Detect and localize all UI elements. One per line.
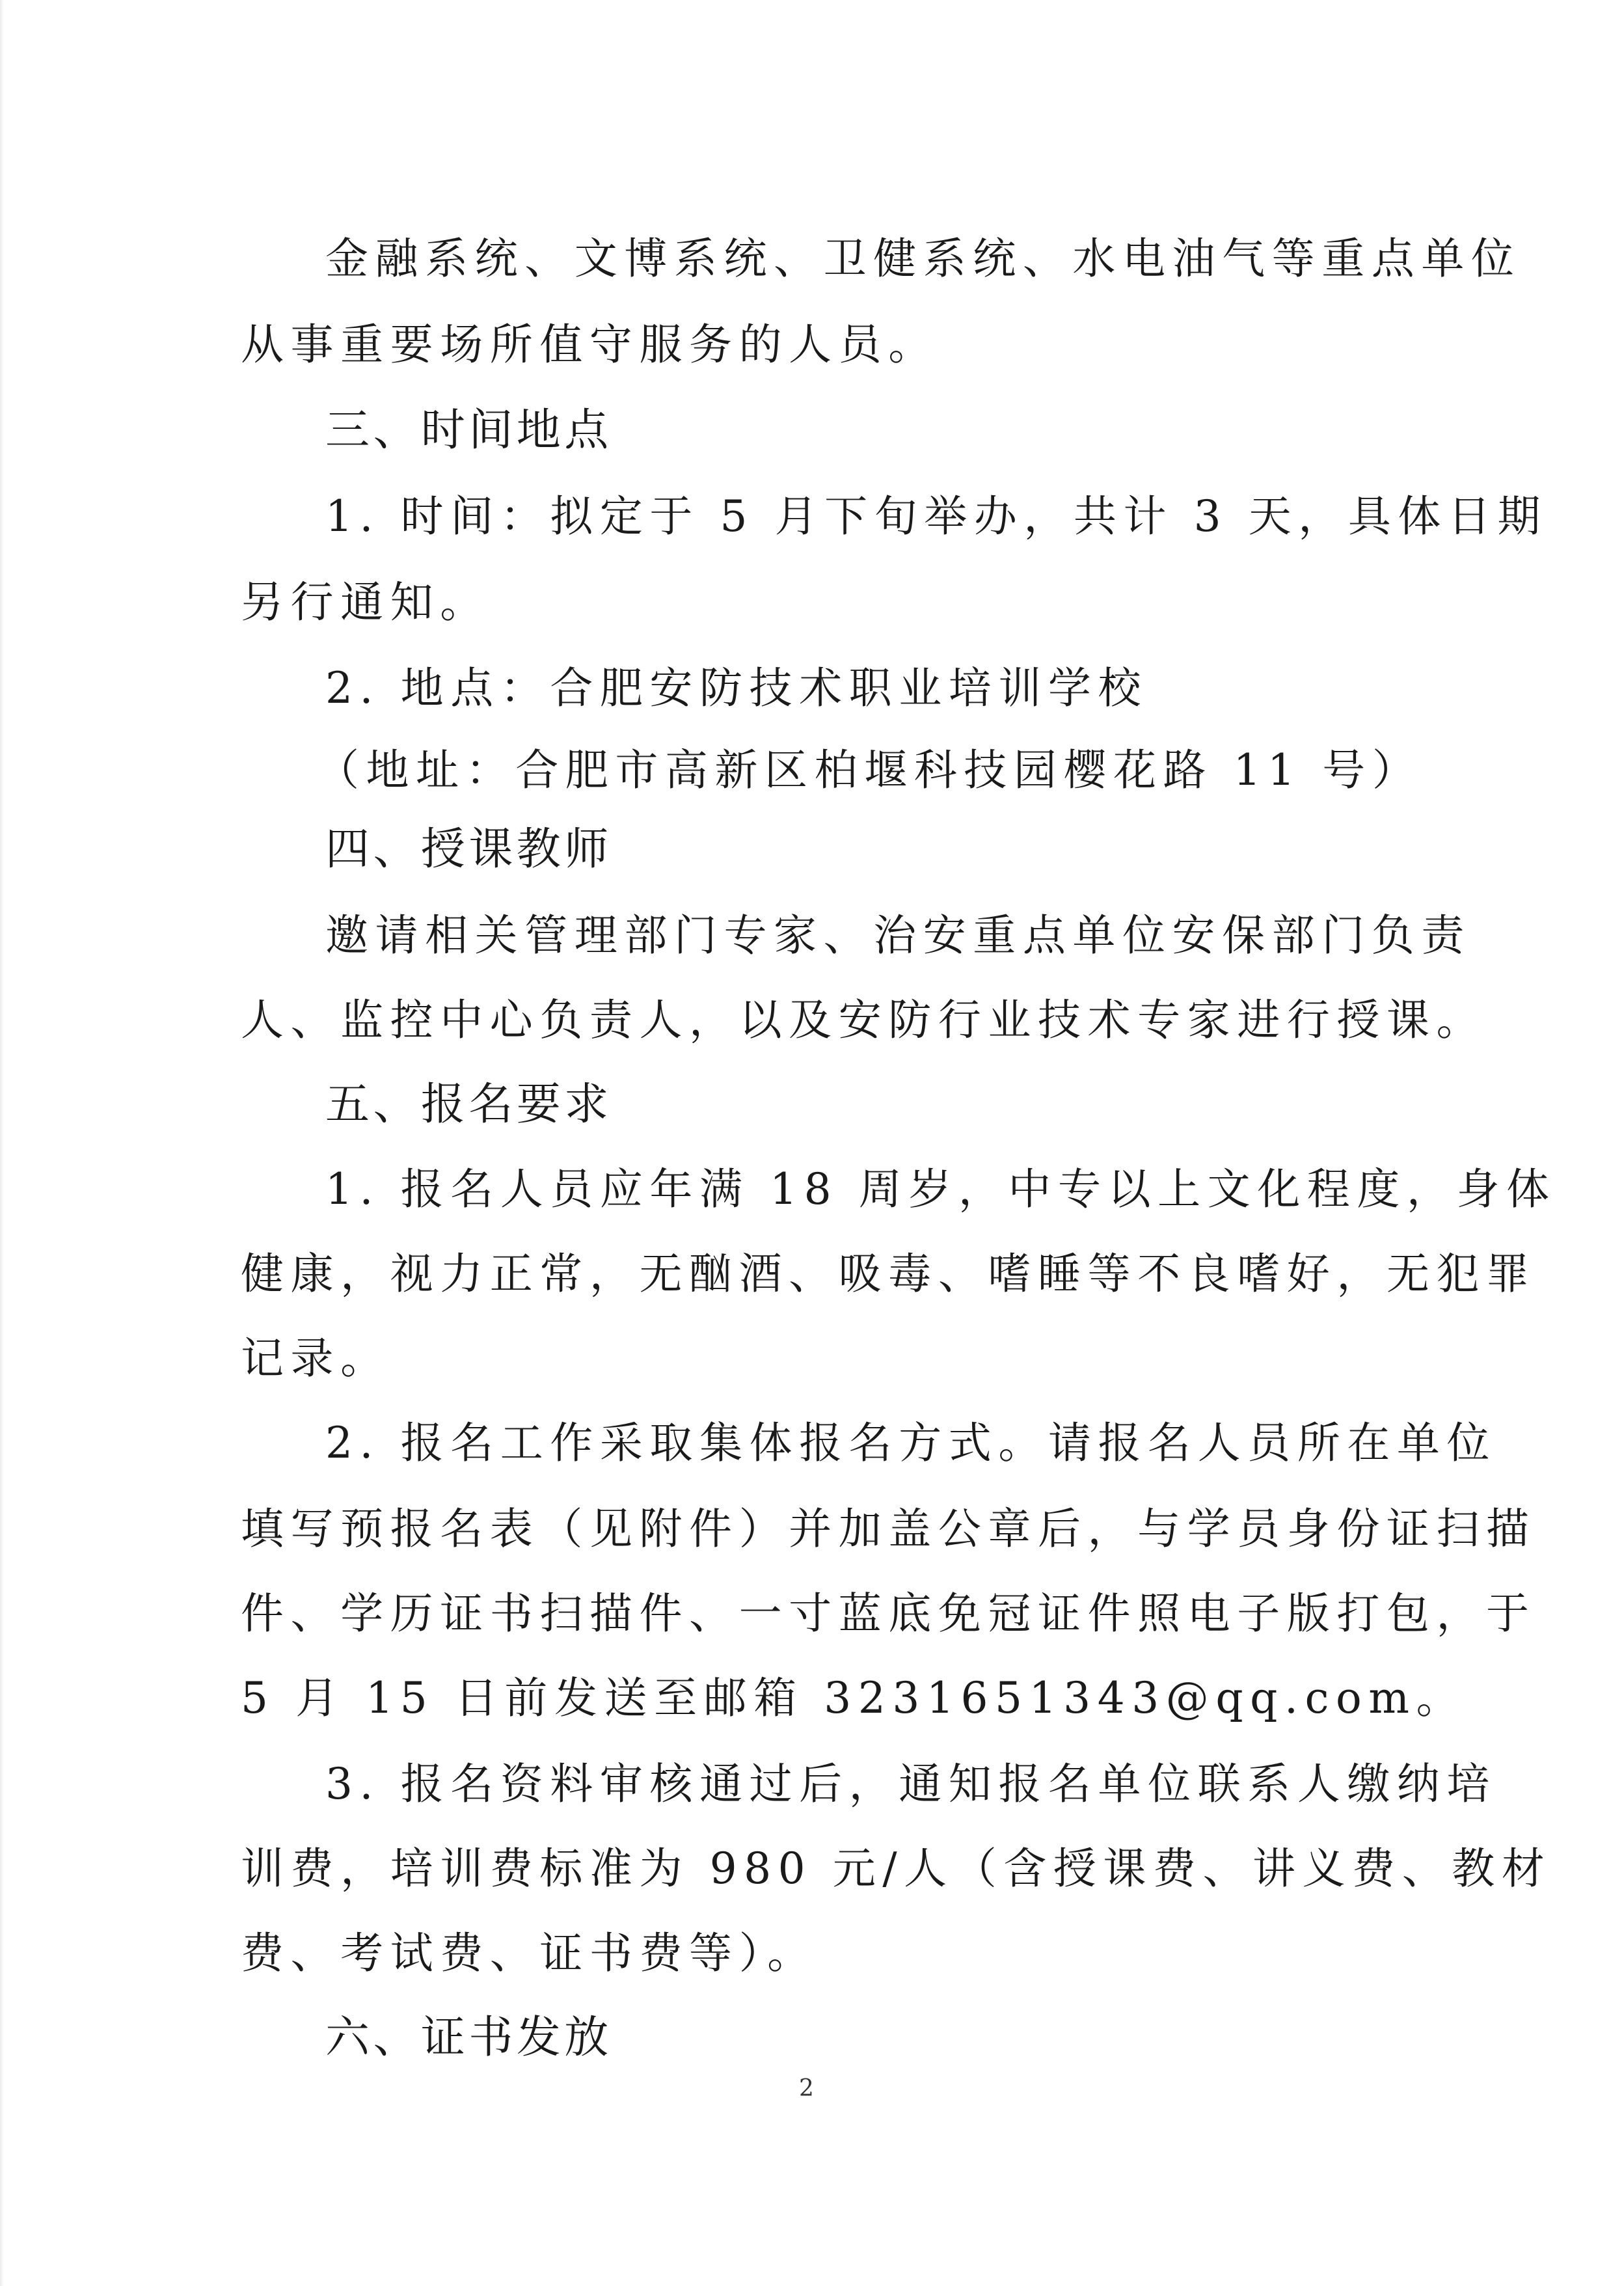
body-text-line: 3. 报名资料审核通过后，通知报名单位联系人缴纳培	[325, 1759, 1496, 1809]
address-line: （地址：合肥市高新区柏堰科技园樱花路 11 号）	[316, 745, 1422, 795]
section-heading-instructors: 四、授课教师	[325, 824, 612, 875]
body-text-line: 2. 报名工作采取集体报名方式。请报名人员所在单位	[325, 1418, 1496, 1468]
body-text-line: 费、考试费、证书费等）。	[241, 1928, 817, 1978]
page-number: 2	[799, 2075, 814, 2102]
body-text-line: 邀请相关管理部门专家、治安重点单位安保部门负责	[325, 910, 1471, 960]
body-text-line: 1. 时间：拟定于 5 月下旬举办，共计 3 天，具体日期	[325, 491, 1548, 541]
body-text-line: 2. 地点：合肥安防技术职业培训学校	[325, 663, 1148, 713]
body-text-line: 另行通知。	[241, 577, 490, 627]
body-text-line: 件、学历证书扫描件、一寸蓝底免冠证件照电子版打包，于	[241, 1588, 1536, 1639]
body-text-line: 从事重要场所值守服务的人员。	[241, 320, 938, 370]
body-text-line: 健康，视力正常，无酗酒、吸毒、嗜睡等不良嗜好，无犯罪	[241, 1249, 1536, 1299]
body-text-line: 训费，培训费标准为 980 元/人（含授课费、讲义费、教材	[241, 1844, 1552, 1894]
body-text-line: 金融系统、文博系统、卫健系统、水电油气等重点单位	[325, 234, 1521, 284]
section-heading-registration: 五、报名要求	[325, 1079, 612, 1130]
body-text-line: 记录。	[241, 1333, 390, 1383]
email-line: 5 月 15 日前发送至邮箱 3231651343@qq.com。	[241, 1673, 1467, 1723]
body-text-line: 填写预报名表（见附件）并加盖公章后，与学员身份证扫描	[241, 1504, 1536, 1554]
scan-edge-shadow	[0, 0, 4, 2286]
section-heading-certificates: 六、证书发放	[325, 2012, 612, 2063]
body-text-line: 1. 报名人员应年满 18 周岁，中专以上文化程度，身体	[325, 1164, 1556, 1214]
section-heading-time-location: 三、时间地点	[325, 405, 612, 456]
body-text-line: 人、监控中心负责人，以及安防行业技术专家进行授课。	[241, 995, 1486, 1045]
